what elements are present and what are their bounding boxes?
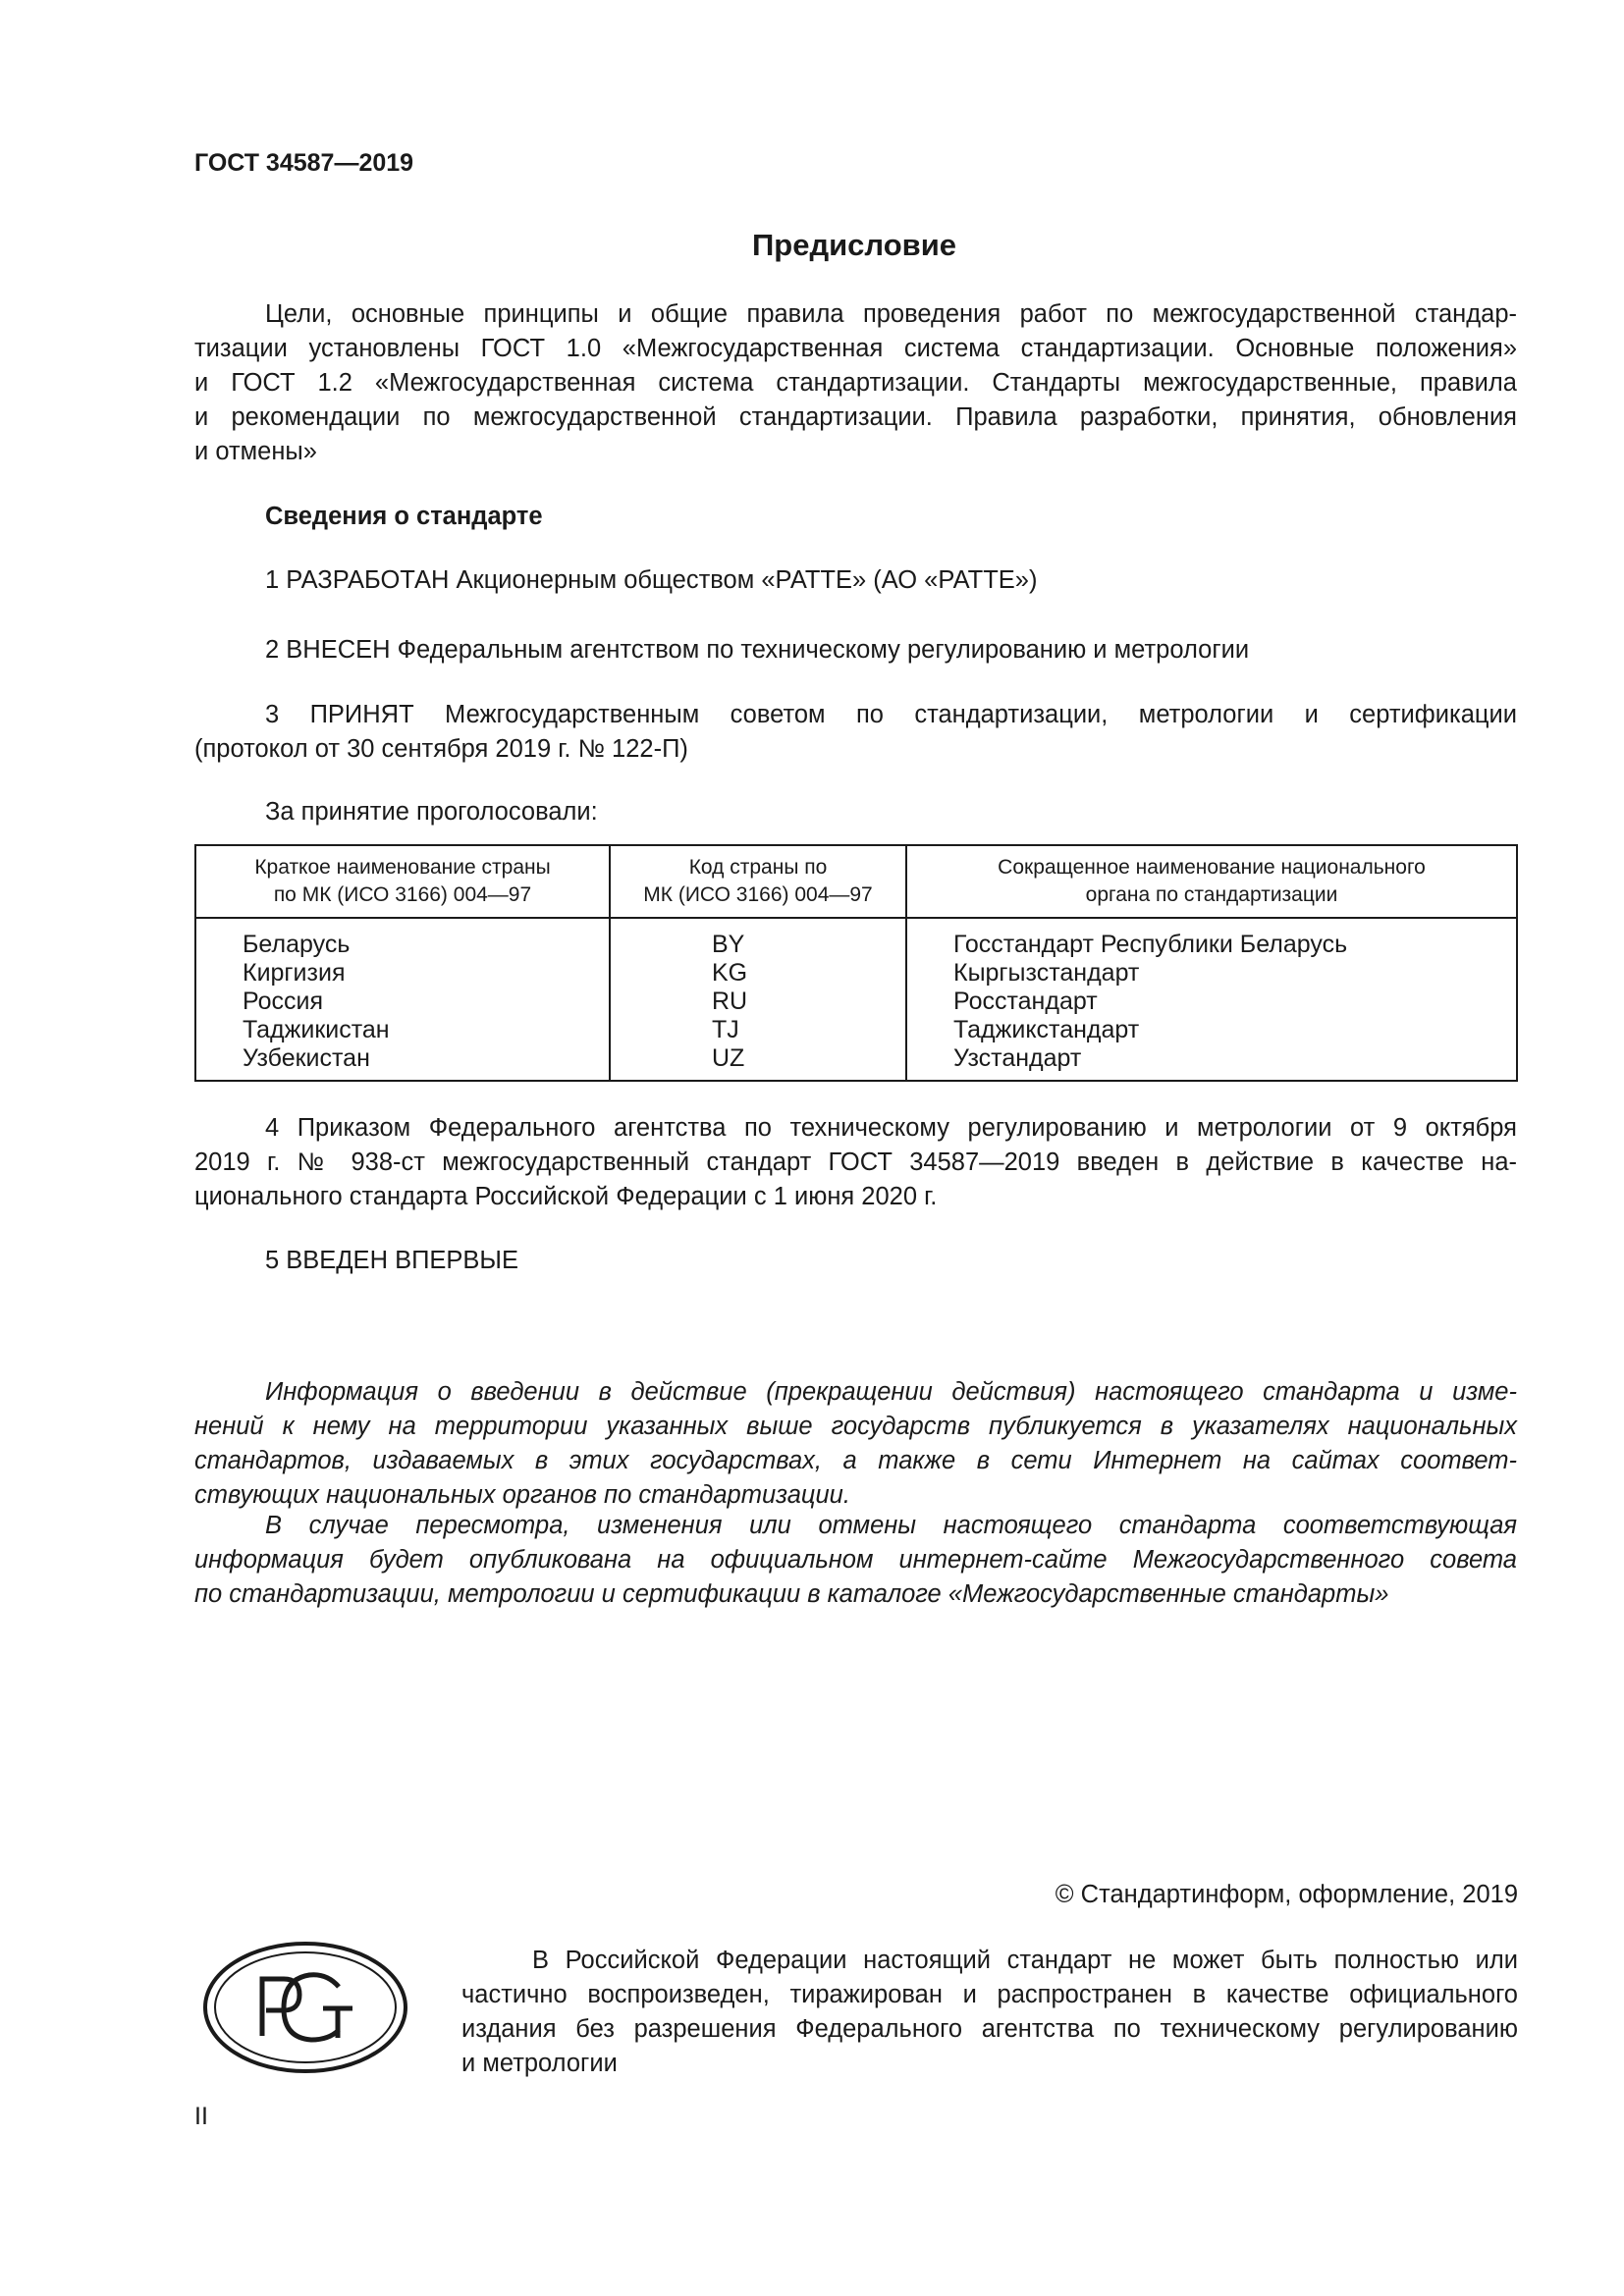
text-line: частично воспроизведен, тиражирован и распространен в качестве официального xyxy=(461,1981,1518,2008)
info-paragraph-2 xyxy=(194,1509,1517,1612)
item-2: 2 ВНЕСЕН Федеральным агентством по техническому регулированию и метрологии xyxy=(265,636,1250,664)
standards-body: Кыргызстандарт xyxy=(953,959,1140,987)
rst-logo-icon xyxy=(201,1940,409,2075)
standards-body: Таджикстандарт xyxy=(953,1016,1140,1043)
header-standards-body: Сокращенное наименование национального органа по стандартизации xyxy=(906,845,1517,918)
text-line: (протокол от 30 сентября 2019 г. № 122-П) xyxy=(194,735,688,763)
text-line: и рекомендации по межгосударственной стандартизации. Правила разработки, принятия, обновления xyxy=(194,403,1517,431)
country-codes-cell xyxy=(610,918,906,1081)
section-heading: Сведения о стандарте xyxy=(265,503,543,530)
item-1: 1 РАЗРАБОТАН Акционерным обществом «РАТТЕ» (АО «РАТТЕ») xyxy=(265,566,1038,594)
item-5: 5 ВВЕДЕН ВПЕРВЫЕ xyxy=(265,1247,519,1274)
standards-body: Госстандарт Республики Беларусь xyxy=(953,931,1348,958)
standards-body: Узстандарт xyxy=(953,1044,1082,1072)
text-line: 4 Приказом Федерального агентства по техническому регулированию и метрологии от 9 октября xyxy=(265,1114,1517,1142)
text-line: и ГОСТ 1.2 «Межгосударственная система стандартизации. Стандарты межгосударственные, правила xyxy=(194,369,1517,397)
standards-bodies-cell xyxy=(906,918,1517,1081)
copyright-line: © Стандартинформ, оформление, 2019 xyxy=(1055,1881,1518,1908)
country-code: TJ xyxy=(712,1016,739,1043)
document-code-header: ГОСТ 34587—2019 xyxy=(194,149,414,177)
voting-table xyxy=(194,844,1518,1082)
standards-body: Росстандарт xyxy=(953,988,1098,1015)
text-line: Информация о введении в действие (прекращении действия) настоящего стандарта и изме- xyxy=(265,1378,1517,1406)
intro-paragraph xyxy=(194,297,1517,469)
page-number: II xyxy=(194,2103,208,2130)
voted-label: За принятие проголосовали: xyxy=(265,798,598,826)
item-3 xyxy=(194,698,1517,767)
text-line: по стандартизации, метрологии и сертификации в каталоге «Межгосударственные стандарты» xyxy=(194,1580,1389,1608)
text-line: 2019 г. № 938-ст межгосударственный стандарт ГОСТ 34587—2019 введен в действие в качестве на- xyxy=(194,1148,1517,1176)
item-4 xyxy=(194,1111,1517,1214)
info-paragraph-1 xyxy=(194,1375,1517,1513)
text-line: информация будет опубликована на официальном интернет-сайте Межгосударственного совета xyxy=(194,1546,1517,1574)
country-names-cell xyxy=(195,918,610,1081)
text-line: тизации установлены ГОСТ 1.0 «Межгосударственная система стандартизации. Основные положения» xyxy=(194,335,1517,362)
country-code: BY xyxy=(712,931,745,958)
copyright-notice xyxy=(461,1944,1518,2081)
country-code: KG xyxy=(712,959,748,987)
text-line: В Российской Федерации настоящий стандарт не может быть полностью или xyxy=(532,1947,1518,1974)
country-name: Таджикистан xyxy=(243,1016,390,1043)
text-line: стандартов, издаваемых в этих государствах, а также в сети Интернет на сайтах соответ- xyxy=(194,1447,1517,1474)
table-header-row xyxy=(195,845,1517,918)
country-code: UZ xyxy=(712,1044,745,1072)
text-line: ционального стандарта Российской Федерации с 1 июня 2020 г. xyxy=(194,1183,938,1210)
rst-certification-logo xyxy=(201,1940,409,2075)
text-line: издания без разрешения Федерального агентства по техническому регулированию xyxy=(461,2015,1518,2043)
text-line: ствующих национальных органов по стандартизации. xyxy=(194,1481,850,1509)
text-line: Цели, основные принципы и общие правила проведения работ по межгосударственной стандар- xyxy=(265,300,1517,328)
header-country-name: Краткое наименование страны по МК (ИСО 3166) 004—97 xyxy=(195,845,610,918)
country-code: RU xyxy=(712,988,748,1015)
country-name: Киргизия xyxy=(243,959,346,987)
text-line: нений к нему на территории указанных выше государств публикуется в указателях национальных xyxy=(194,1413,1517,1440)
country-name: Беларусь xyxy=(243,931,351,958)
text-line: и метрологии xyxy=(461,2050,618,2077)
text-line: 3 ПРИНЯТ Межгосударственным советом по стандартизации, метрологии и сертификации xyxy=(265,701,1517,728)
country-name: Узбекистан xyxy=(243,1044,370,1072)
text-line: и отмены» xyxy=(194,438,317,465)
country-name: Россия xyxy=(243,988,323,1015)
table-body-row xyxy=(195,918,1517,1081)
text-line: В случае пересмотра, изменения или отмены настоящего стандарта соответствующая xyxy=(265,1512,1517,1539)
page-title: Предисловие xyxy=(751,228,956,262)
header-country-code: Код страны по МК (ИСО 3166) 004—97 xyxy=(610,845,906,918)
